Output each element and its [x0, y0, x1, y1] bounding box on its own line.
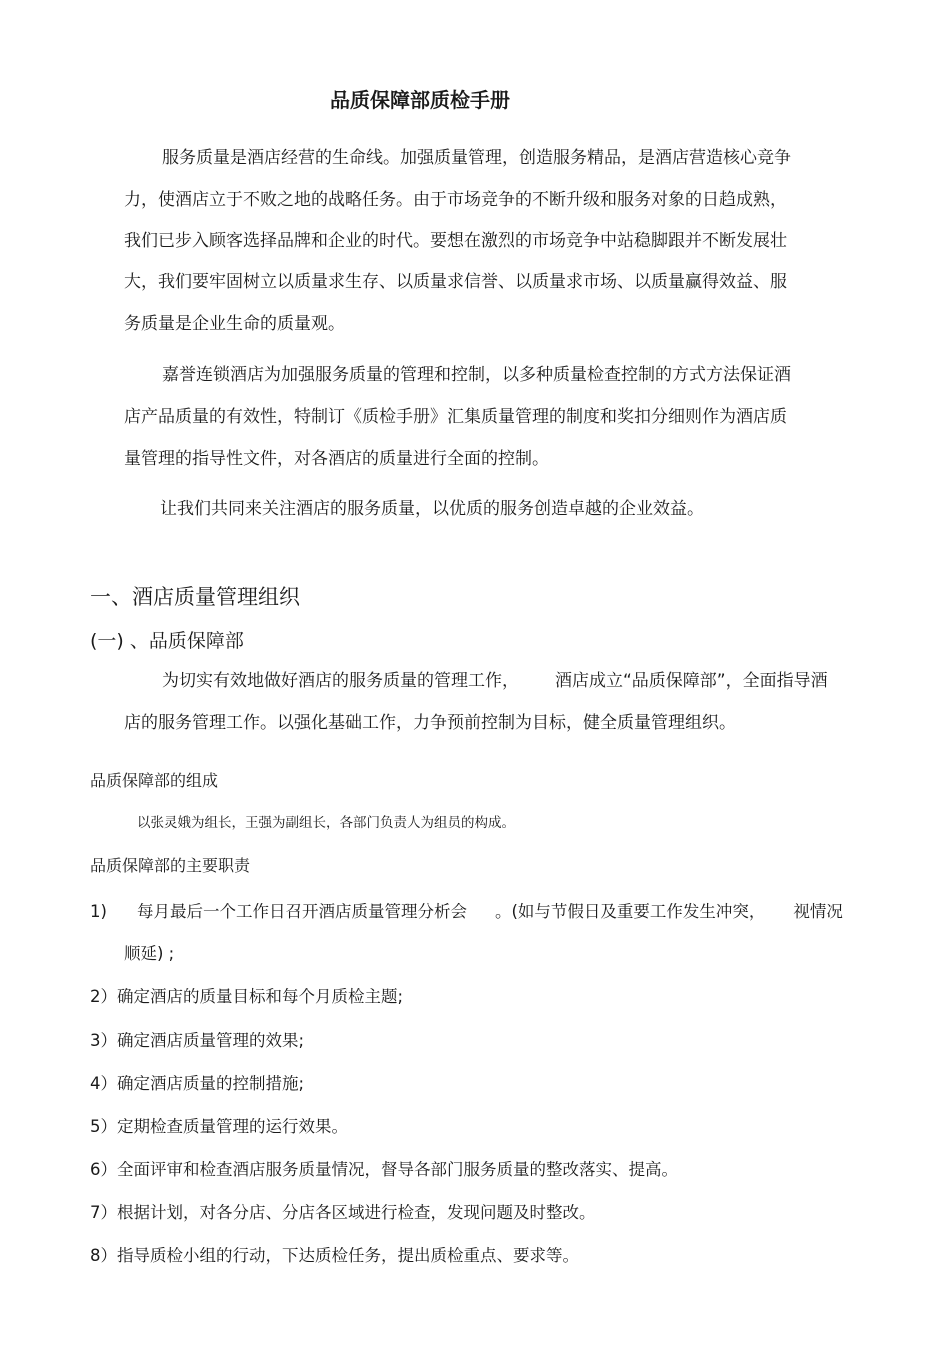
- duty-3: 3）确定酒店质量管理的效果;: [90, 1031, 305, 1050]
- duty-1-text-c: 视情况: [793, 902, 843, 921]
- duty-7: 7）根据计划，对各分店、分店各区域进行检查，发现问题及时整改。: [90, 1203, 596, 1222]
- intro-p1-line-1: 服务质量是酒店经营的生命线。加强质量管理，创造服务精品，是酒店营造核心竞争: [162, 148, 791, 168]
- intro-p2-line-1: 嘉誉连锁酒店为加强服务质量的管理和控制，以多种质量检查控制的方式方法保证酒: [162, 365, 791, 385]
- duty-8: 8）指导质检小组的行动，下达质检任务，提出质检重点、要求等。: [90, 1246, 579, 1265]
- sub1-para-line-1-b: 酒店成立“品质保障部”，全面指导酒: [555, 671, 828, 691]
- duty-5: 5）定期检查质量管理的运行效果。: [90, 1117, 348, 1136]
- intro-p3: 让我们共同来关注酒店的服务质量，以优质的服务创造卓越的企业效益。: [160, 499, 704, 519]
- document-title: 品质保障部质检手册: [330, 88, 510, 112]
- composition-text: 以张灵娥为组长，王强为副组长，各部门负责人为组员的构成。: [137, 815, 515, 831]
- duty-1-text-a: 每月最后一个工作日召开酒店质量管理分析会: [136, 902, 467, 921]
- duty-1-number: 1): [90, 902, 107, 921]
- sub1-para-line-1: [162, 673, 828, 690]
- intro-p1-line-2: 力，使酒店立于不败之地的战略任务。由于市场竞争的不断升级和服务对象的日趋成熟，: [124, 190, 787, 210]
- duty-1-continuation: 顺延) ;: [124, 944, 175, 963]
- intro-p2-line-2: 店产品质量的有效性，特制订《质检手册》汇集质量管理的制度和奖扣分细则作为酒店质: [124, 407, 787, 427]
- duty-6: 6）全面评审和检查酒店服务质量情况，督导各部门服务质量的整改落实、提高。: [90, 1160, 678, 1179]
- duty-2: 2）确定酒店的质量目标和每个月质检主题;: [90, 987, 404, 1006]
- intro-p1-line-4: 大，我们要牢固树立以质量求生存、以质量求信誉、以质量求市场、以质量赢得效益、服: [124, 272, 787, 292]
- sub1-para-line-2: 店的服务管理工作。以强化基础工作，力争预前控制为目标，健全质量管理组织。: [124, 713, 736, 733]
- duty-1-text-b: 。(如与节假日及重要工作发生冲突，: [494, 902, 766, 921]
- section1-sub1-heading: (一) 、品质保障部: [90, 630, 244, 652]
- intro-p1-line-3: 我们已步入顾客选择品牌和企业的时代。要想在激烈的市场竞争中站稳脚跟并不断发展壮: [124, 231, 787, 251]
- intro-p1-line-5: 务质量是企业生命的质量观。: [124, 314, 345, 334]
- sub1-para-line-1-a: 为切实有效地做好酒店的服务质量的管理工作，: [162, 671, 519, 691]
- section1-heading: 一、酒店质量管理组织: [90, 585, 300, 609]
- duty-1: [90, 898, 843, 922]
- composition-heading: 品质保障部的组成: [90, 771, 219, 790]
- duty-4: 4）确定酒店质量的控制措施;: [90, 1074, 305, 1093]
- duties-heading: 品质保障部的主要职责: [90, 856, 251, 875]
- intro-p2-line-3: 量管理的指导性文件，对各酒店的质量进行全面的控制。: [124, 449, 549, 469]
